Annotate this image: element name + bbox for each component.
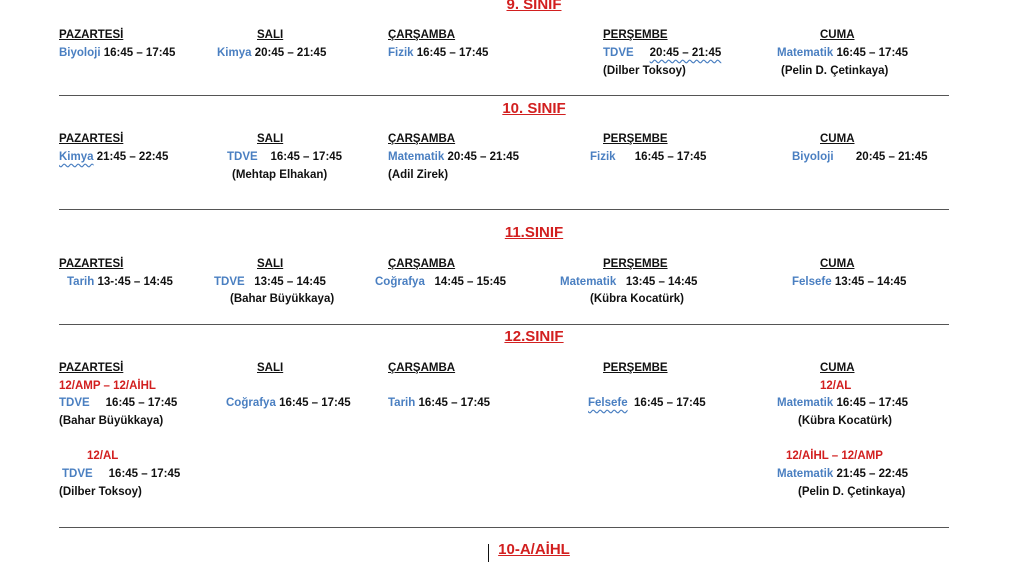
group-label: 12/AMP – 12/AİHL [59,380,156,392]
teacher-name: (Pelin D. Çetinkaya) [781,65,889,77]
day-header-fri: CUMA [820,258,855,270]
day-header-mon: PAZARTESİ [59,362,124,374]
time: 16:45 – 17:45 [279,397,351,409]
time: 20:45 – 21:45 [649,47,722,59]
day-header-thu: PERŞEMBE [603,258,668,270]
teacher-name: (Kübra Kocatürk) [590,293,684,305]
subject: TDVE [227,151,258,163]
subject: TDVE [62,468,93,480]
class-entry [226,397,351,409]
class-entry [777,468,908,480]
section-title-9: 9. SINIF [506,0,562,13]
subject: Tarih [388,397,416,409]
text-cursor [488,544,489,562]
group-label: 12/AİHL – 12/AMP [786,450,883,462]
subject: TDVE [603,47,634,59]
time: 20:45 – 21:45 [447,151,520,163]
subject: Matematik [777,47,834,59]
teacher-name: (Kübra Kocatürk) [798,415,892,427]
subject: Matematik [560,276,617,288]
day-header-fri: CUMA [820,362,855,374]
subject: Fizik [388,47,414,59]
class-entry [777,397,908,409]
section-divider [59,209,949,210]
time: 13:45 – 14:45 [625,276,698,288]
time: 16:45 – 17:45 [836,47,909,59]
day-header-tue: SALI [257,29,284,41]
class-entry [388,151,519,163]
time: 16:45 – 17:45 [105,397,178,409]
section-title-12: 12.SINIF [504,328,564,345]
subject: Matematik [777,397,834,409]
day-header-tue: SALI [257,258,284,270]
section-divider [59,324,949,325]
class-entry [217,47,326,59]
subject: Matematik [777,468,834,480]
day-header-mon: PAZARTESİ [59,258,124,270]
day-header-mon: PAZARTESİ [59,29,124,41]
time: 16:45 – 17:45 [270,151,343,163]
section-divider [59,95,949,96]
subject: Kimya [217,47,252,59]
class-entry [59,397,177,409]
class-entry [67,276,173,288]
day-header-thu: PERŞEMBE [603,362,668,374]
teacher-name: (Dilber Toksoy) [603,65,686,77]
day-header-fri: CUMA [820,133,855,145]
time: 16:45 – 17:45 [634,151,707,163]
subject: Matematik [388,151,445,163]
section-divider [59,527,949,528]
teacher-name: (Adil Zirek) [388,169,449,181]
class-entry [792,276,906,288]
teacher-name: (Dilber Toksoy) [59,486,142,498]
time: 21:45 – 22:45 [836,468,909,480]
group-label: 12/AL [820,380,852,392]
teacher-name: (Pelin D. Çetinkaya) [798,486,906,498]
subject: Felsefe [792,276,832,288]
subject: Fizik [590,151,616,163]
class-entry [792,151,928,163]
time: 16:45 – 17:45 [108,468,181,480]
class-entry [777,47,908,59]
day-header-wed: ÇARŞAMBA [388,133,456,145]
day-header-thu: PERŞEMBE [603,133,668,145]
time: 13-:45 – 14:45 [97,276,173,288]
time: 16:45 – 17:45 [418,397,491,409]
time: 14:45 – 15:45 [434,276,507,288]
class-entry [227,151,342,163]
subject: Coğrafya [375,276,425,288]
day-header-thu: PERŞEMBE [603,29,668,41]
time: 16:45 – 17:45 [634,397,706,409]
subject: Felsefe [588,397,628,409]
class-entry [588,397,706,409]
subject: Biyoloji [792,151,834,163]
section-title-11: 11.SINIF [504,224,564,241]
day-header-tue: SALI [257,133,284,145]
day-header-mon: PAZARTESİ [59,133,124,145]
time: 16:45 – 17:45 [103,47,176,59]
subject: TDVE [214,276,245,288]
group-label: 12/AL [87,450,119,462]
time: 21:45 – 22:45 [96,151,169,163]
class-entry [214,276,326,288]
class-entry [59,47,175,59]
subject: TDVE [59,397,90,409]
class-entry [590,151,706,163]
day-header-wed: ÇARŞAMBA [388,29,456,41]
time: 20:45 – 21:45 [254,47,327,59]
class-entry [388,47,488,59]
day-header-wed: ÇARŞAMBA [388,258,456,270]
teacher-name: (Bahar Büyükkaya) [59,415,164,427]
time: 16:45 – 17:45 [836,397,909,409]
time: 13:45 – 14:45 [834,276,907,288]
section-title-10: 10. SINIF [502,100,566,117]
time: 16:45 – 17:45 [416,47,489,59]
class-entry [560,276,697,288]
class-entry [388,397,490,409]
class-entry [62,468,180,480]
class-entry [59,151,168,163]
day-header-fri: CUMA [820,29,855,41]
subject: Biyoloji [59,47,101,59]
subject: Kimya [59,151,94,163]
teacher-name: (Bahar Büyükkaya) [230,293,335,305]
time: 20:45 – 21:45 [855,151,928,163]
section-title-10a: 10-A/AİHL [498,541,570,558]
class-entry [603,47,721,59]
day-header-wed: ÇARŞAMBA [388,362,456,374]
class-entry [375,276,506,288]
subject: Tarih [67,276,95,288]
subject: Coğrafya [226,397,276,409]
day-header-tue: SALI [257,362,284,374]
time: 13:45 – 14:45 [254,276,326,288]
teacher-name: (Mehtap Elhakan) [232,169,328,181]
